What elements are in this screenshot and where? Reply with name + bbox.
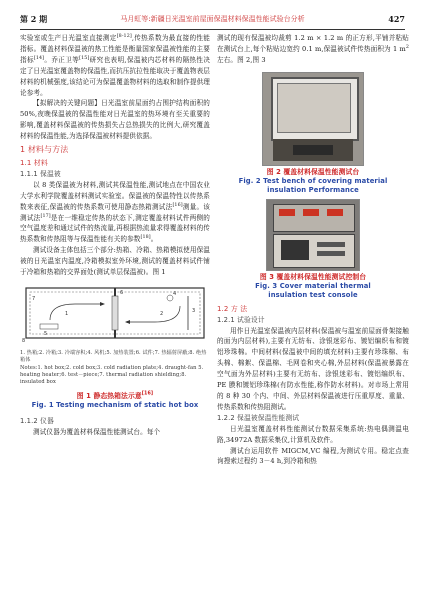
figure-2-photo: [262, 72, 364, 166]
paragraph: 实验室或生产日光温室直接测定[8-12],传热系数为最直接的性能指标。覆盖材料保温被的热工性能是衡量国家保温被性能的主要指标[14]。乔正卫等[15]研究也表明,保温被内芯材料的隔热性决定了日光温室覆盖物的保温性,而抗压抗拉性能取决于覆盖物表层材料的机械强度,该结论可为保温覆盖物材料的选取和制作提供理论参考。: [20, 33, 211, 97]
svg-text:7: 7: [32, 295, 36, 302]
running-title: 马月虹等:新疆日光温室前屋面保温材料保温性能试验台分析: [120, 15, 305, 23]
svg-text:2: 2: [160, 310, 164, 317]
section-heading: 1 材料与方法: [20, 145, 69, 155]
svg-text:6: 6: [120, 289, 124, 296]
subsubsection-heading: 1.1.1 保温被: [20, 169, 61, 178]
heater: [40, 324, 58, 329]
svg-text:8: 8: [22, 337, 26, 344]
figure-3-caption-en2: insulation test console: [268, 290, 358, 299]
figure-1-notes-cn: 1. 热箱;2. 冷箱;3. 冷端容积;4. 风机;5. 加热装置;6. 试件;7. 热辐射屏蔽;8. 绝热箱体: [20, 349, 207, 364]
svg-text:4: 4: [173, 290, 177, 297]
paragraph: 测试设备主体包括三个部分:热箱、冷箱、热箱模拟使用保温被的日光温室内温度,冷箱模拟室外环境,测试的覆盖材料试件铺于冷箱和热箱的交界面处(测试单层保温被)。图 1: [20, 246, 210, 277]
svg-text:5: 5: [44, 330, 48, 337]
paragraph: 以 8 类保温被为材料,测试其保温性能,测试地点在中国农业大学水利学院覆盖材料测试实验室。保温被的保温特性以传热系数来表征,保温被的传热系数可使用静态热箱测试法[16]测量。该测试法[17]是在一维稳定传热的状态下,测定覆盖材料试件两侧的空气温度差和通过试件的热流量,再根据热流量求得覆盖材料的传热系数和传热阻等与保温性能有关的参数[18]。: [20, 180, 210, 244]
subsection-heading: 1.1 材料: [20, 158, 48, 167]
figure-1-caption-cn: 图 1 静态热箱法示意[16]: [76, 391, 154, 400]
figure-3-caption-cn: 图 3 覆盖材料保温性能测试控制台: [259, 272, 367, 281]
figure-2-caption-en2: insulation Performance: [267, 185, 359, 194]
figure-2-caption-en1: Fig. 2 Test bench of covering material: [238, 176, 388, 185]
subsubsection-heading: 1.2.2 保温被保温性能测试: [217, 413, 300, 422]
figure-1-schematic: [20, 282, 210, 348]
paragraph: 用作日光温室保温被内层材料(保温被与温室前屋面骨架接触的面为内层材料),主要有无纺布、涂银迷彩布、镀铝编织布和镀铝珍珠棉。中间材料(保温被中间的填充材料)主要有珍珠棉、布头棉、棉絮、保温棉、毛网卷和夹心棉,外层材料(保温被暴露在空气面为外层材料)主要有无纺布、涂银迷彩布、镀铝编织布、PE 膜和镀铝珍珠棉(有防水性能,称作防水材料)。对市场上常用的 8 种 30 个内、中间、外层材料保温被进行压重厚度、重量、传热系数和传热阻测试。: [217, 326, 409, 411]
svg-text:3: 3: [192, 307, 196, 314]
header-rule: [20, 29, 405, 30]
figure-2-caption-cn: 图 2 覆盖材料保温性能测试台: [266, 167, 360, 176]
figure-3-photo: [266, 199, 360, 271]
cold-airflow-arrow: [130, 306, 180, 322]
hot-airflow-arrow: [50, 304, 100, 320]
page-number: 427: [388, 14, 405, 24]
paragraph: 测试仪器为覆盖材料保温性能测试台。每个: [33, 427, 161, 436]
hot-box-diagram: [20, 282, 210, 344]
paragraph: 日光温室覆盖材料性能测试台数据采集系统:热电偶测温电路,34972A 数据采集仪,计算机及软件。: [217, 424, 409, 444]
figure-1-notes-en: Notes:1. hot box;2. cold box;3. cold radiation plate;4. draught-fan 5. heating heater;6. test－piece;7. thermal radiation shielding;8. insulated box: [20, 364, 204, 386]
figure-1-caption-en: Fig. 1 Testing mechanism of static hot box: [31, 400, 199, 409]
figure-3-caption-en1: Fig. 3 Cover material thermal: [255, 281, 371, 290]
test-piece: [112, 296, 118, 330]
right-column: [217, 33, 409, 467]
left-column: [20, 33, 210, 438]
paragraph: 【拟解决的关键问题】日光温室前屋面约占围护结构面积的50%,夜晚保温被的保温性能对日光温室的热环境有至关重要的影响,覆盖材料保温被的传热损失占总热损失的比例大,研究覆盖材料的保温性能,为选择保温被材料提供依据。: [20, 99, 210, 141]
paragraph: 测试台运用软件 MIGCM,VC 编程,为测试专用。稳定点查询搜索过程约 3－4 h,到冷箱和热: [217, 446, 409, 466]
page-header: [20, 14, 405, 28]
subsubsection-heading: 1.2.1 试验设计: [217, 315, 265, 324]
subsection-heading: 1.2 方 法: [217, 304, 248, 313]
subsubsection-heading: 1.1.2 仪器: [20, 416, 54, 425]
svg-text:1: 1: [65, 310, 69, 317]
issue-label: 第 2 期: [20, 14, 48, 24]
paragraph: 测试的现有保温被均裁剪 1.2 m × 1.2 m 的正方形,平铺并粘贴在测试台上,每个粘贴边宽约 0.1 m,保温被试件传热面积为 1 $m^2$左右。图 2,图 3: [217, 34, 409, 64]
